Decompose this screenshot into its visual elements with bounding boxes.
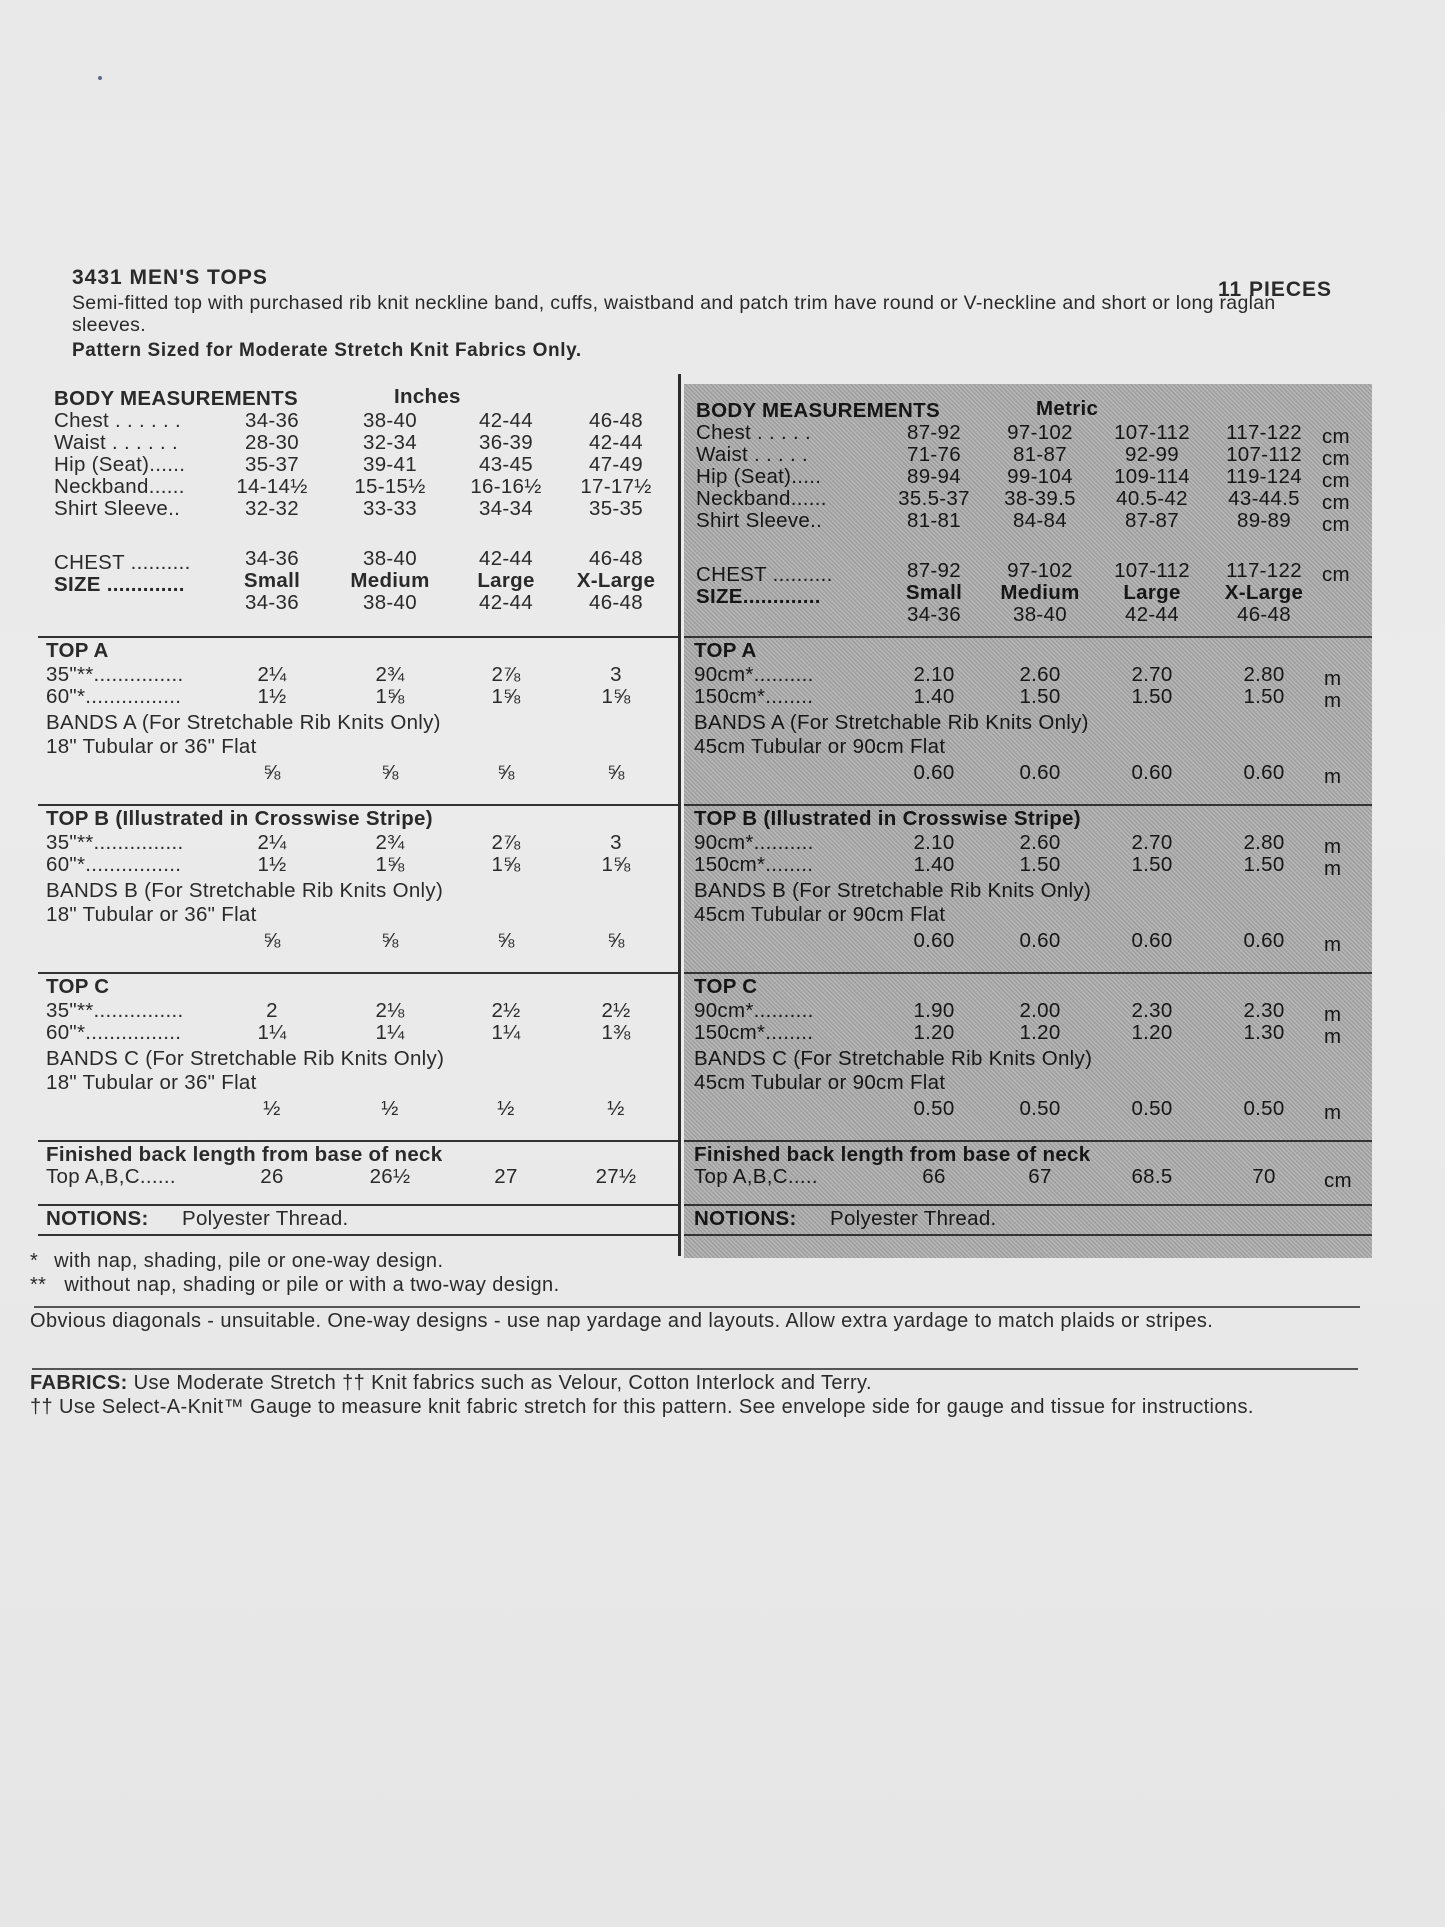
yardage-value: 1.40 [913,853,955,876]
size-label: SIZE ............. [54,573,185,596]
bands-value: 0.60 [913,761,955,784]
inches-panel [38,372,678,1258]
chest-label: CHEST .......... [696,563,833,586]
unit-label: m [1324,765,1342,788]
unit-label: cm [1322,491,1350,514]
size-name: Small [243,569,301,592]
notions-text: Polyester Thread. [830,1207,997,1230]
yardage-value: 1⅝ [491,685,521,708]
back-length-value: 68.5 [1131,1165,1173,1188]
bands-value: 0.50 [913,1097,955,1120]
measurement-value: 33-33 [363,497,417,520]
measurement-value: 89-94 [907,465,961,488]
chest-value: 117-122 [1226,559,1302,582]
yardage-label: 150cm*........ [694,1021,814,1044]
yardage-value: 1⅝ [375,685,405,708]
yardage-value: 3 [610,663,622,686]
yardage-value: 2.10 [913,663,955,686]
fabrics-label: FABRICS: [30,1372,128,1394]
yardage-value: 2.30 [1131,999,1173,1022]
yardage-value: 1¼ [375,1021,405,1044]
body-measurements-heading: BODY MEASUREMENTS [54,387,298,410]
yardage-value: 3 [610,831,622,854]
yardage-value: 2.10 [913,831,955,854]
yardage-value: 2⅛ [375,999,405,1022]
yardage-value: 2.80 [1243,831,1285,854]
measurement-value: 87-92 [907,421,961,444]
bands-value: ⅝ [607,761,625,784]
measurement-value: 38-40 [363,409,417,432]
back-length-value: 27 [494,1165,518,1188]
bands-title: BANDS B (For Stretchable Rib Knits Only) [46,879,444,902]
divider-line [684,1234,1372,1236]
chest-value: 87-92 [907,559,961,582]
measurement-value: 107-112 [1114,421,1190,444]
yardage-value: 2.30 [1243,999,1285,1022]
divider-line [38,804,678,806]
yardage-value: 1.50 [1243,685,1285,708]
measurement-value: 71-76 [907,443,961,466]
measurement-label: Neckband...... [696,487,827,510]
bands-title: BANDS A (For Stretchable Rib Knits Only) [694,711,1089,734]
yardage-value: 2⅞ [491,663,521,686]
measurement-value: 35.5-37 [898,487,970,510]
yardage-value: 2½ [491,999,521,1022]
measurement-label: Shirt Sleeve.. [696,509,823,532]
size-name: Medium [1000,581,1080,604]
yardage-label: 60"*................ [46,853,182,876]
yardage-value: 1.20 [1019,1021,1061,1044]
unit-label: m [1324,857,1342,880]
bands-value: 0.50 [1019,1097,1061,1120]
pattern-sizing-note: Pattern Sized for Moderate Stretch Knit Fabrics Only. [72,340,582,361]
measurement-value: 17-17½ [580,475,652,498]
yardage-value: 1.50 [1019,685,1061,708]
ink-dot [98,76,102,80]
measurement-value: 40.5-42 [1116,487,1188,510]
bands-value: 0.60 [1019,761,1061,784]
diagonals-note: Obvious diagonals - unsuitable. One-way designs - use nap yardage and layouts. Allow extra yardage to match plaids or stripes. [30,1310,1214,1332]
bands-value: ½ [497,1097,515,1120]
pieces-count: 11 PIECES [1217,278,1332,301]
yardage-value: 1⅝ [491,853,521,876]
yardage-value: 1.20 [1131,1021,1173,1044]
top-section-title: TOP A [46,639,109,662]
yardage-value: 1.50 [1243,853,1285,876]
measurement-value: 109-114 [1114,465,1190,488]
pattern-description: Semi-fitted top with purchased rib knit neckline band, cuffs, waistband and patch trim have round or V-neckline and short or long raglan sleeves. [72,292,1276,336]
measurement-value: 39-41 [363,453,417,476]
chest-label: CHEST .......... [54,551,191,574]
units-label: Metric [1036,397,1099,420]
divider-line [38,1204,678,1206]
yardage-label: 90cm*.......... [694,999,814,1022]
yardage-value: 1¼ [491,1021,521,1044]
size-name: Large [1123,581,1181,604]
pattern-header [72,266,1332,362]
yardage-label: 60"*................ [46,1021,182,1044]
back-length-value: 67 [1028,1165,1052,1188]
measurement-value: 42-44 [479,409,533,432]
bands-value: ⅝ [497,929,515,952]
unit-label: m [1324,835,1342,858]
unit-label: m [1324,667,1342,690]
back-length-value: 26 [260,1165,284,1188]
notions-label: NOTIONS: [46,1207,149,1230]
bands-value: 0.50 [1131,1097,1173,1120]
footnote-no-nap-mark: ** [30,1274,47,1296]
footnote-no-nap-text: without nap, shading or pile or with a two-way design. [64,1274,560,1296]
divider-line [38,972,678,974]
yardage-value: 2.60 [1019,663,1061,686]
bands-value: ⅝ [607,929,625,952]
yardage-value: 1.50 [1131,685,1173,708]
unit-label: cm [1322,425,1350,448]
bands-value: ⅝ [263,929,281,952]
bands-subtitle: 45cm Tubular or 90cm Flat [694,1071,946,1094]
top-section-title: TOP C [46,975,110,998]
size-name: X-Large [576,569,656,592]
yardage-value: 1.90 [913,999,955,1022]
unit-label: m [1324,1025,1342,1048]
measurement-value: 81-87 [1013,443,1067,466]
measurement-value: 28-30 [245,431,299,454]
bands-subtitle: 45cm Tubular or 90cm Flat [694,903,946,926]
unit-label: m [1324,1101,1342,1124]
yardage-value: 2 [266,999,278,1022]
chest-value: 42-44 [479,547,533,570]
measurement-value: 32-32 [245,497,299,520]
footnote-nap-text: with nap, shading, pile or one-way design. [54,1250,444,1272]
yardage-value: 2¾ [375,831,405,854]
bands-value: 0.50 [1243,1097,1285,1120]
yardage-value: 1⅝ [375,853,405,876]
yardage-value: 1½ [257,685,287,708]
yardage-value: 1½ [257,853,287,876]
bands-subtitle: 18" Tubular or 36" Flat [46,903,257,926]
yardage-value: 2¼ [257,663,287,686]
bands-title: BANDS C (For Stretchable Rib Knits Only) [46,1047,445,1070]
measurement-label: Waist . . . . . [696,443,808,466]
top-section-title: TOP C [694,975,758,998]
back-length-title: Finished back length from base of neck [46,1143,443,1166]
measurement-value: 35-37 [245,453,299,476]
fabrics-note [30,1372,1360,1394]
back-length-label: Top A,B,C...... [46,1165,176,1188]
yardage-label: 35"**............... [46,999,184,1022]
measurement-value: 34-34 [479,497,533,520]
chest-value: 107-112 [1114,559,1190,582]
unit-label: cm [1322,563,1350,586]
yardage-label: 90cm*.......... [694,831,814,854]
metric-panel [684,384,1372,1258]
divider-line [684,804,1372,806]
size-range: 42-44 [1125,603,1179,626]
yardage-value: 1.50 [1019,853,1061,876]
yardage-value: 1.30 [1243,1021,1285,1044]
size-name: Large [477,569,535,592]
back-length-value: 66 [922,1165,946,1188]
measurement-value: 97-102 [1007,421,1073,444]
yardage-label: 35"**............... [46,831,184,854]
divider-line [38,636,678,638]
bands-title: BANDS C (For Stretchable Rib Knits Only) [694,1047,1093,1070]
bands-subtitle: 45cm Tubular or 90cm Flat [694,735,946,758]
size-label: SIZE............. [696,585,821,608]
bands-subtitle: 18" Tubular or 36" Flat [46,1071,257,1094]
size-name: Small [905,581,963,604]
bands-value: ⅝ [381,761,399,784]
measurement-value: 117-122 [1226,421,1302,444]
back-length-value: 70 [1252,1165,1276,1188]
notions-label: NOTIONS: [694,1207,797,1230]
bands-value: 0.60 [1131,761,1173,784]
size-range: 34-36 [907,603,961,626]
unit-label: cm [1322,469,1350,492]
yardage-value: 1⅝ [601,853,631,876]
measurement-value: 47-49 [589,453,643,476]
measurement-value: 46-48 [589,409,643,432]
measurement-value: 38-39.5 [1004,487,1076,510]
footnote-nap [30,1250,1360,1272]
footnote-nap-mark: * [30,1250,39,1272]
measurement-label: Chest . . . . . . [54,409,181,432]
measurement-value: 81-81 [907,509,961,532]
measurement-value: 42-44 [589,431,643,454]
size-range: 46-48 [1237,603,1291,626]
measurement-value: 15-15½ [354,475,426,498]
measurement-value: 35-35 [589,497,643,520]
divider-line [34,1306,1360,1308]
measurement-value: 119-124 [1226,465,1302,488]
unit-label: cm [1322,513,1350,536]
top-section-title: TOP B (Illustrated in Crosswise Stripe) [46,807,433,830]
divider-line [684,972,1372,974]
pattern-title: 3431 MEN'S TOPS [72,266,268,289]
chest-value: 97-102 [1007,559,1073,582]
bands-subtitle: 18" Tubular or 36" Flat [46,735,257,758]
bands-value: 0.60 [913,929,955,952]
size-range: 46-48 [589,591,643,614]
bands-value: ½ [263,1097,281,1120]
size-name: Medium [350,569,430,592]
chest-value: 38-40 [363,547,417,570]
yardage-value: 2.70 [1131,831,1173,854]
back-length-value: 27½ [595,1165,637,1188]
yardage-value: 1.20 [913,1021,955,1044]
yardage-value: 2⅞ [491,831,521,854]
unit-label: cm [1324,1169,1352,1192]
fabrics-text: Use Moderate Stretch †† Knit fabrics such as Velour, Cotton Interlock and Terry. [133,1372,872,1394]
measurement-label: Chest . . . . . [696,421,812,444]
bands-value: ½ [607,1097,625,1120]
measurement-value: 99-104 [1007,465,1073,488]
unit-label: m [1324,933,1342,956]
divider-line [38,1234,678,1236]
measurement-label: Hip (Seat)..... [696,465,822,488]
divider-line [38,1140,678,1142]
measurement-value: 34-36 [245,409,299,432]
yardage-value: 2.70 [1131,663,1173,686]
size-range: 34-36 [245,591,299,614]
size-range: 38-40 [363,591,417,614]
divider-line [32,1368,1358,1370]
yardage-value: 1⅝ [601,685,631,708]
back-length-title: Finished back length from base of neck [694,1143,1091,1166]
measurement-label: Waist . . . . . . [54,431,178,454]
top-section-title: TOP A [694,639,757,662]
footnote-without-nap [30,1274,1360,1296]
panel-divider [678,374,681,1256]
measurement-label: Shirt Sleeve.. [54,497,181,520]
size-range: 38-40 [1013,603,1067,626]
measurement-value: 14-14½ [236,475,308,498]
bands-value: ⅝ [381,929,399,952]
unit-label: cm [1322,447,1350,470]
yardage-label: 60"*................ [46,685,182,708]
yardage-value: 1⅜ [601,1021,631,1044]
yardage-value: 2¾ [375,663,405,686]
yardage-value: 2¼ [257,831,287,854]
bands-value: ⅝ [263,761,281,784]
yardage-value: 2.00 [1019,999,1061,1022]
bands-value: ⅝ [497,761,515,784]
yardage-value: 2.80 [1243,663,1285,686]
divider-line [684,1204,1372,1206]
gauge-note: †† Use Select-A-Knit™ Gauge to measure knit fabric stretch for this pattern. See envelope side for gauge and tissue for instructions. [30,1396,1254,1418]
measurement-label: Neckband...... [54,475,185,498]
measurement-value: 36-39 [479,431,533,454]
yardage-label: 90cm*.......... [694,663,814,686]
yardage-label: 150cm*........ [694,685,814,708]
size-range: 42-44 [479,591,533,614]
measurement-value: 107-112 [1226,443,1302,466]
bands-title: BANDS B (For Stretchable Rib Knits Only) [694,879,1092,902]
yardage-value: 1.40 [913,685,955,708]
measurement-label: Hip (Seat)...... [54,453,186,476]
measurement-value: 84-84 [1013,509,1067,532]
unit-label: m [1324,1003,1342,1026]
bands-value: 0.60 [1243,761,1285,784]
measurement-value: 87-87 [1125,509,1179,532]
yardage-value: 1.50 [1131,853,1173,876]
back-length-label: Top A,B,C..... [694,1165,818,1188]
yardage-value: 1¼ [257,1021,287,1044]
unit-label: m [1324,689,1342,712]
yardage-table [38,372,1358,1258]
yardage-label: 150cm*........ [694,853,814,876]
measurement-value: 43-45 [479,453,533,476]
bands-title: BANDS A (For Stretchable Rib Knits Only) [46,711,441,734]
size-name: X-Large [1224,581,1304,604]
bands-value: ½ [381,1097,399,1120]
bands-value: 0.60 [1131,929,1173,952]
notions-text: Polyester Thread. [182,1207,349,1230]
back-length-value: 26½ [369,1165,411,1188]
divider-line [684,636,1372,638]
yardage-value: 2½ [601,999,631,1022]
measurement-value: 92-99 [1125,443,1179,466]
bands-value: 0.60 [1243,929,1285,952]
bands-value: 0.60 [1019,929,1061,952]
yardage-value: 2.60 [1019,831,1061,854]
divider-line [684,1140,1372,1142]
top-section-title: TOP B (Illustrated in Crosswise Stripe) [694,807,1081,830]
chest-value: 46-48 [589,547,643,570]
measurement-value: 89-89 [1237,509,1291,532]
units-label: Inches [394,385,461,408]
chest-value: 34-36 [245,547,299,570]
measurement-value: 43-44.5 [1228,487,1300,510]
measurement-value: 32-34 [363,431,417,454]
measurement-value: 16-16½ [470,475,542,498]
yardage-label: 35"**............... [46,663,184,686]
body-measurements-heading: BODY MEASUREMENTS [696,399,940,422]
